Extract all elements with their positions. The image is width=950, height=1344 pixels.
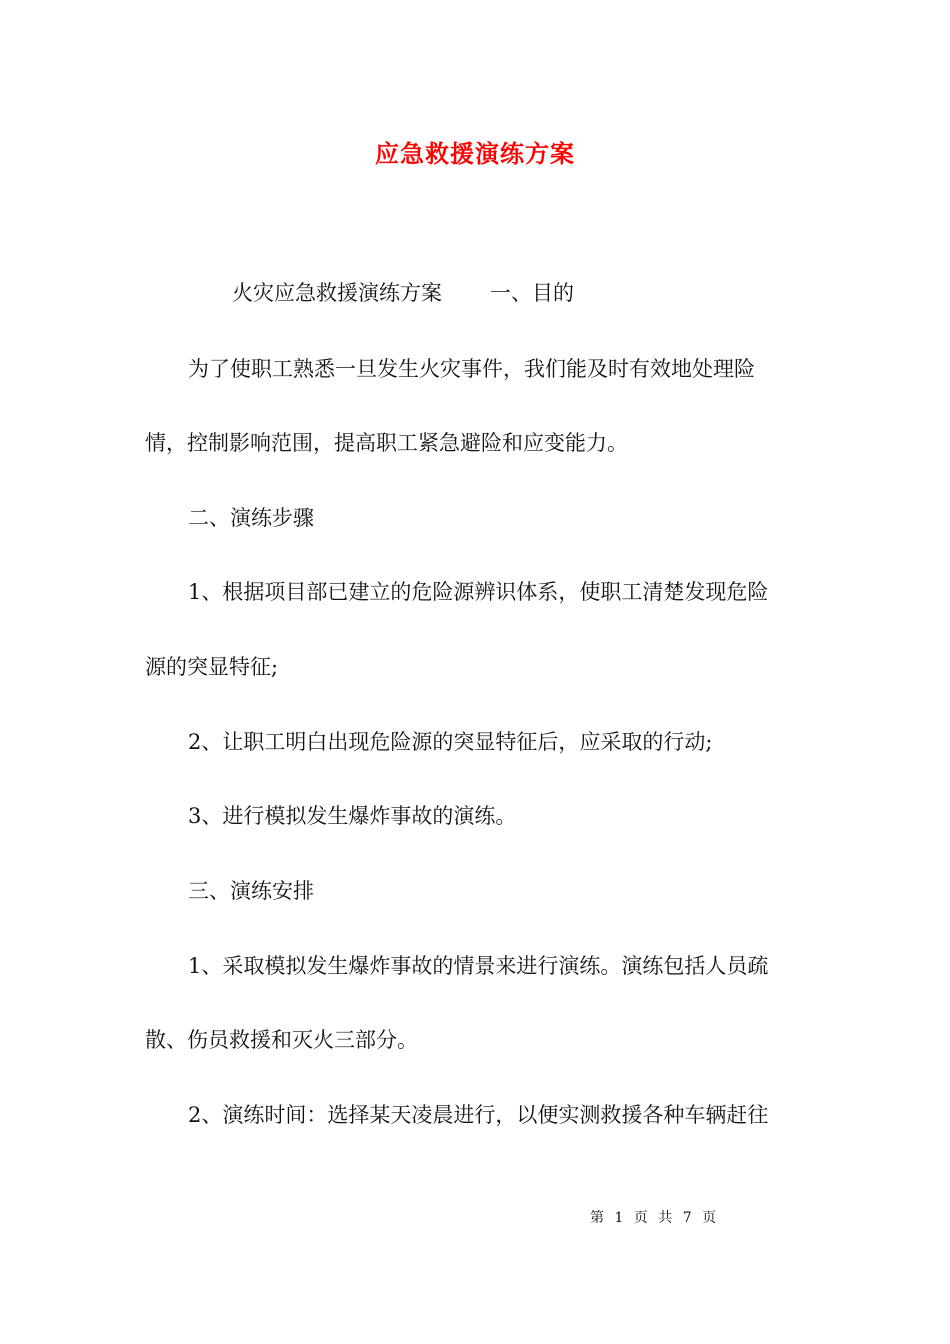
paragraph-line: 2、让职工明白出现危险源的突显特征后，应采取的行动;	[188, 730, 713, 754]
document-title: 应急救援演练方案	[375, 139, 575, 168]
intro-line	[232, 278, 902, 308]
section-heading: 二、演练步骤	[188, 506, 314, 530]
paragraph-line: 3、进行模拟发生爆炸事故的演练。	[188, 804, 517, 828]
paragraph-line: 为了使职工熟悉一旦发生火灾事件，我们能及时有效地处理险	[188, 357, 755, 381]
paragraph-line: 2、演练时间：选择某天凌晨进行，以便实测救援各种车辆赶往	[188, 1103, 769, 1127]
intro-title: 火灾应急救援演练方案	[232, 281, 442, 305]
section-heading: 三、演练安排	[188, 879, 314, 903]
paragraph-line: 散、伤员救援和灭火三部分。	[145, 1028, 418, 1052]
paragraph-line: 源的突显特征;	[145, 655, 279, 679]
paragraph-line: 情，控制影响范围，提高职工紧急避险和应变能力。	[145, 431, 628, 455]
paragraph-line: 1、采取模拟发生爆炸事故的情景来进行演练。演练包括人员疏	[188, 954, 769, 978]
page-footer: 第 1 页 共 7 页	[590, 1210, 720, 1226]
section-heading-purpose: 一、目的	[490, 281, 574, 305]
paragraph-line: 1、根据项目部已建立的危险源辨识体系，使职工清楚发现危险	[188, 580, 769, 604]
